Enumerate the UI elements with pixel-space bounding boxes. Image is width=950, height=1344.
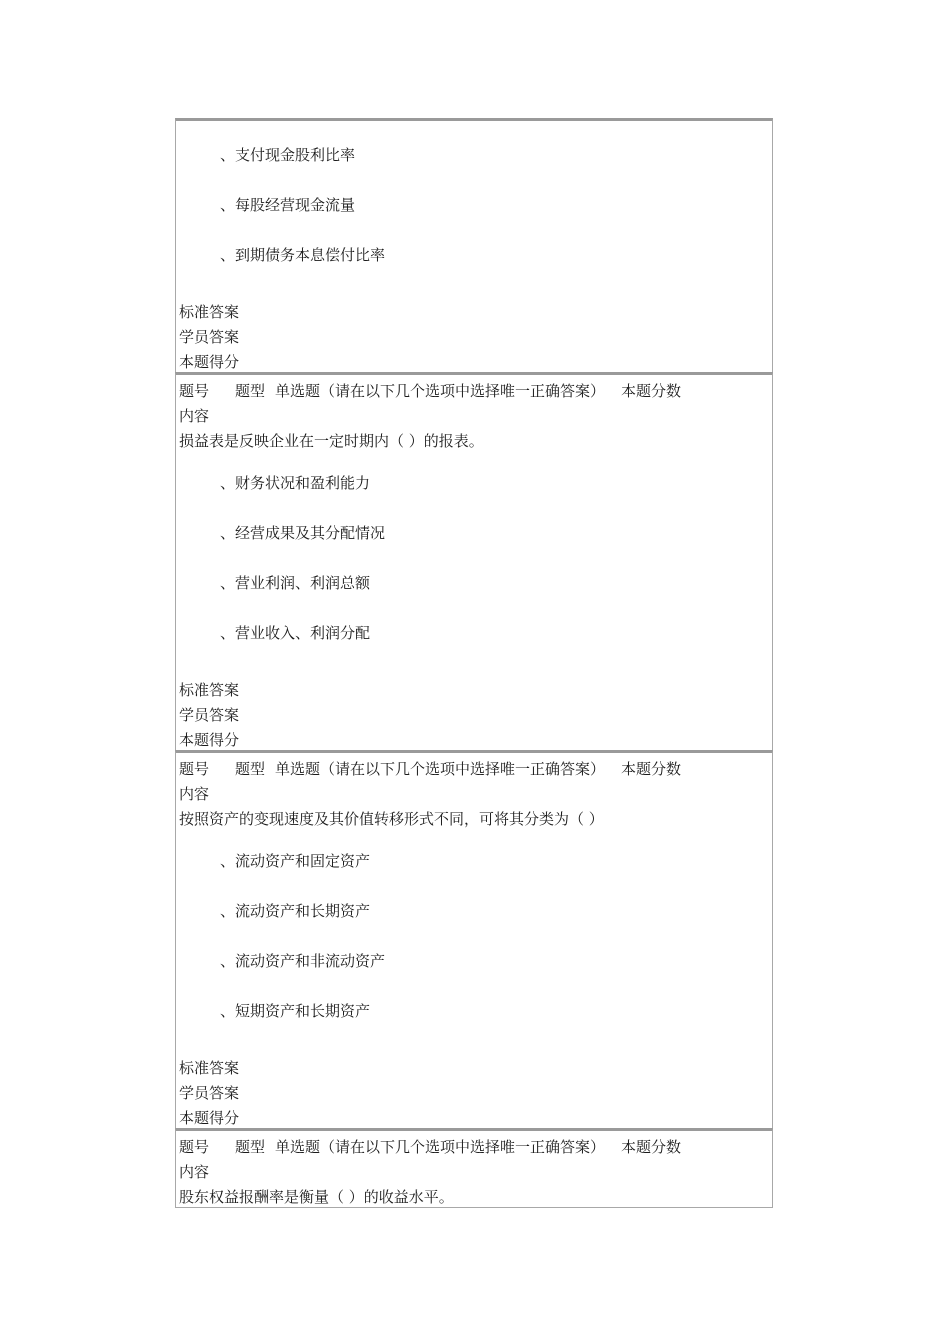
content-label: 内容	[179, 1163, 210, 1181]
question-block-4	[175, 1128, 773, 1208]
question-number-label: 题号	[179, 382, 210, 400]
option-1[interactable]: 、财务状况和盈利能力	[220, 474, 371, 492]
question-text: 按照资产的变现速度及其价值转移形式不同，可将其分类为（ ）	[179, 810, 604, 828]
option-4[interactable]: 、短期资产和长期资产	[220, 1002, 371, 1020]
question-header	[179, 760, 681, 778]
question-text: 损益表是反映企业在一定时期内（ ）的报表。	[179, 432, 484, 450]
question-points-label: 本题分数	[621, 760, 682, 778]
standard-answer-label: 标准答案	[179, 1059, 240, 1077]
option-4[interactable]: 、营业收入、利润分配	[220, 624, 371, 642]
question-number-label: 题号	[179, 760, 210, 778]
question-block-1	[175, 118, 773, 373]
question-type-value: 单选题（请在以下几个选项中选择唯一正确答案）	[275, 382, 606, 400]
option-3[interactable]: 、到期债务本息偿付比率	[220, 246, 386, 264]
content-label: 内容	[179, 785, 210, 803]
option-3[interactable]: 、流动资产和非流动资产	[220, 952, 386, 970]
option-3[interactable]: 、营业利润、利润总额	[220, 574, 371, 592]
content-label: 内容	[179, 407, 210, 425]
student-answer-label: 学员答案	[179, 328, 240, 346]
standard-answer-label: 标准答案	[179, 681, 240, 699]
question-points-label: 本题分数	[621, 382, 682, 400]
student-answer-label: 学员答案	[179, 1084, 240, 1102]
question-type-label: 题型	[235, 1138, 266, 1156]
student-answer-label: 学员答案	[179, 706, 240, 724]
question-header	[179, 382, 681, 400]
question-block-3	[175, 750, 773, 1129]
question-number-label: 题号	[179, 1138, 210, 1156]
question-type-value: 单选题（请在以下几个选项中选择唯一正确答案）	[275, 1138, 606, 1156]
standard-answer-label: 标准答案	[179, 303, 240, 321]
question-type-label: 题型	[235, 760, 266, 778]
question-text: 股东权益报酬率是衡量（ ）的收益水平。	[179, 1188, 454, 1206]
question-score-label: 本题得分	[179, 353, 240, 371]
option-1[interactable]: 、流动资产和固定资产	[220, 852, 371, 870]
option-2[interactable]: 、经营成果及其分配情况	[220, 524, 386, 542]
question-type-label: 题型	[235, 382, 266, 400]
option-1[interactable]: 、支付现金股利比率	[220, 146, 356, 164]
option-2[interactable]: 、流动资产和长期资产	[220, 902, 371, 920]
question-header	[179, 1138, 681, 1156]
question-type-value: 单选题（请在以下几个选项中选择唯一正确答案）	[275, 760, 606, 778]
question-points-label: 本题分数	[621, 1138, 682, 1156]
option-2[interactable]: 、每股经营现金流量	[220, 196, 356, 214]
question-score-label: 本题得分	[179, 1109, 240, 1127]
question-block-2	[175, 372, 773, 751]
question-score-label: 本题得分	[179, 731, 240, 749]
